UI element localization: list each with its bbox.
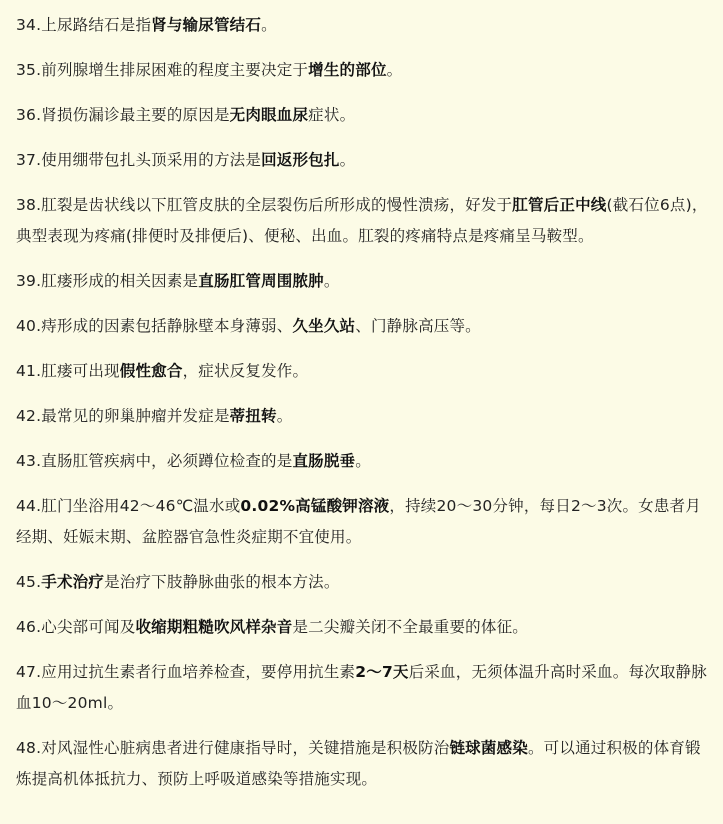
bold-keyphrase: 手术治疗 [41,573,105,591]
text-segment: 35.前列腺增生排尿困难的程度主要决定于 [16,61,309,79]
list-item [16,567,713,598]
list-item [16,491,713,553]
bold-keyphrase: 收缩期粗糙吹风样杂音 [135,618,293,636]
text-segment: 41.肛瘘可出现 [16,362,120,380]
text-segment: 40.痔形成的因素包括静脉壁本身薄弱、 [16,317,293,335]
bold-keyphrase: 直肠脱垂 [292,452,356,470]
bold-keyphrase: 肾与输尿管结石 [151,16,262,34]
text-segment: 38.肛裂是齿状线以下肛管皮肤的全层裂伤后所形成的慢性溃疡，好发于 [16,196,513,214]
list-item [16,733,713,795]
text-segment: 症状。 [308,106,356,124]
text-segment: 46.心尖部可闻及 [16,618,136,636]
text-segment: 44.肛门坐浴用42～46℃温水或 [16,497,241,515]
bold-keyphrase: 蒂扭转 [229,407,277,425]
bold-keyphrase: 久坐久站 [292,317,356,335]
list-item [16,266,713,297]
text-segment: 。可以通过积极的体育锻炼提高机体抵抗力、预防上呼吸道感染等措施实现。 [16,739,701,788]
text-segment: 34.上尿路结石是指 [16,16,152,34]
bold-keyphrase: 0.02%高锰酸钾溶液 [240,497,390,515]
list-item [16,446,713,477]
text-segment: 。 [323,272,340,290]
text-segment: 37.使用绷带包扎头顶采用的方法是 [16,151,262,169]
text-segment: 。 [261,16,277,34]
list-item [16,55,713,86]
list-item [16,401,713,432]
list-item [16,356,713,387]
text-segment: 是治疗下肢静脉曲张的根本方法。 [104,573,340,591]
text-segment: 45. [16,573,42,591]
text-segment: 。 [339,151,356,169]
bold-keyphrase: 链球菌感染 [449,739,528,757]
text-segment: 。 [386,61,403,79]
bold-keyphrase: 直肠肛管周围脓肿 [198,272,324,290]
bold-keyphrase: 增生的部位 [308,61,387,79]
bold-keyphrase: 无肉眼血尿 [229,106,309,124]
text-segment: 42.最常见的卵巢肿瘤并发症是 [16,407,230,425]
text-segment: 是二尖瓣关闭不全最重要的体征。 [292,618,528,636]
text-segment: 、门静脉高压等。 [355,317,481,335]
bold-keyphrase: 假性愈合 [119,362,183,380]
list-item [16,145,713,176]
text-segment: 后采血，无须体温升高时采血。每次取静脉血10～20ml。 [16,663,707,712]
text-segment: ，持续20～30分钟，每日2～3次。女患者月经期、妊娠末期、盆腔器官急性炎症期不宜使用。 [16,497,701,546]
text-segment: 。 [355,452,371,470]
list-item [16,190,713,252]
bold-keyphrase: 肛管后正中线 [512,196,607,214]
text-segment: 47.应用过抗生素者行血培养检查，要停用抗生素 [16,663,356,681]
list-item [16,657,713,719]
bold-keyphrase: 回返形包扎 [261,151,340,169]
bold-keyphrase: 2～7天 [355,663,409,681]
list-item [16,10,713,41]
text-segment: 48.对风湿性心脏病患者进行健康指导时，关键措施是积极防治 [16,739,450,757]
text-segment: ，症状反复发作。 [182,362,309,380]
text-segment: 。 [276,407,293,425]
text-segment: 39.肛瘘形成的相关因素是 [16,272,199,290]
text-segment: 43.直肠肛管疾病中，必须蹲位检查的是 [16,452,293,470]
list-item [16,100,713,131]
list-item [16,612,713,643]
text-segment: 36.肾损伤漏诊最主要的原因是 [16,106,230,124]
text-segment: (截石位6点)，典型表现为疼痛(排便时及排便后)、便秘、出血。肛裂的疼痛特点是疼痛呈马鞍型。 [16,196,708,245]
list-item [16,311,713,342]
